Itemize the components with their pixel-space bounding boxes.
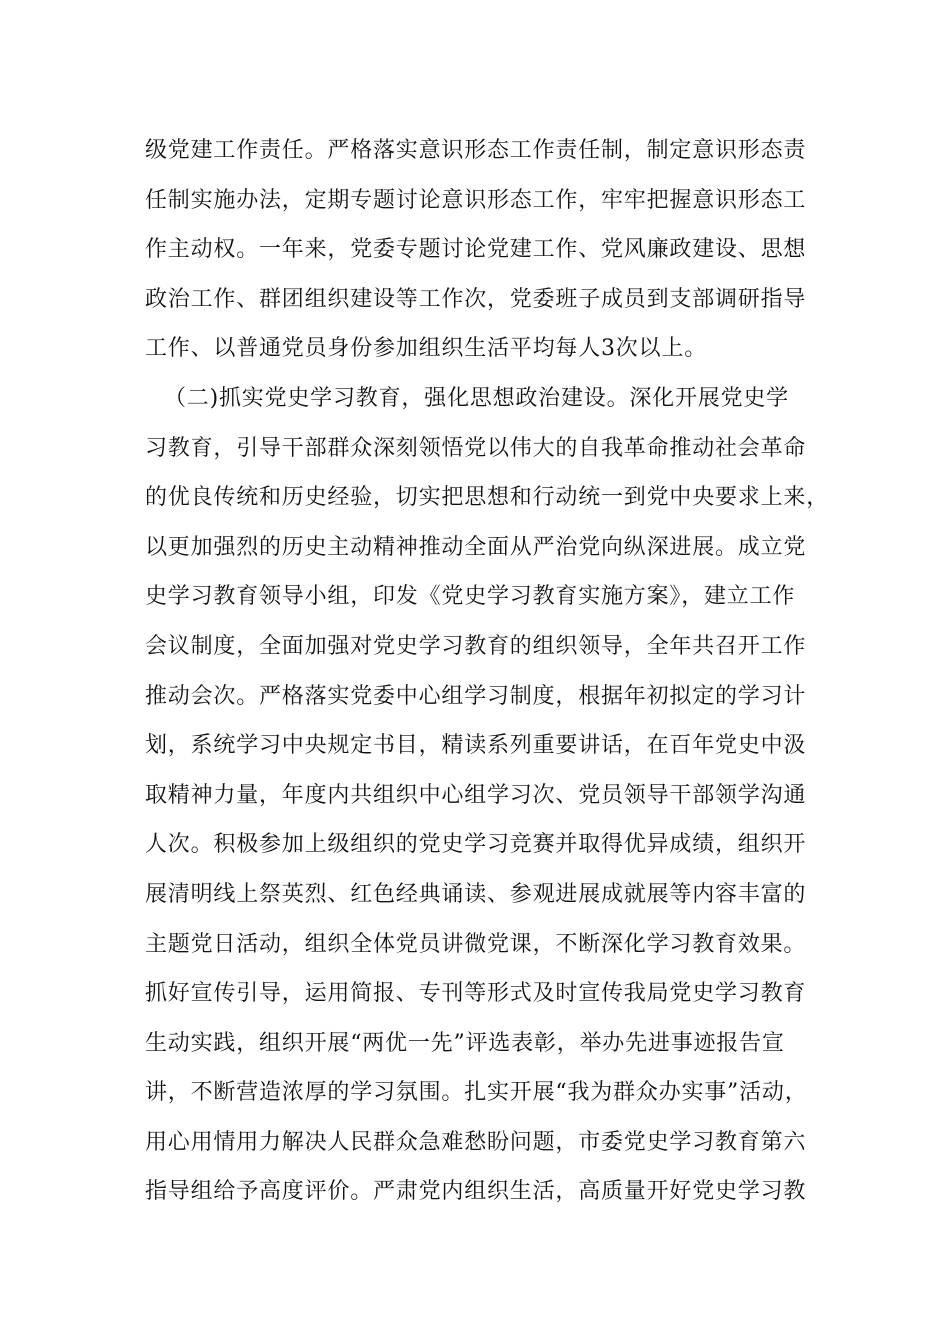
document-body <box>145 126 835 1217</box>
text-line: 作主动权。一年来，党委专题讨论党建工作、党风廉政建设、思想 <box>145 237 807 263</box>
paragraph-start-line: （二)抓实党史学习教育，强化思想政治建设。深化开展党史学 <box>164 385 789 411</box>
text-line: 工作、以普通党员身份参加组织生活平均每人3次以上。 <box>145 336 707 362</box>
text-line: 的优良传统和历史经验，切实把思想和行动统一到党中央要求上来， <box>145 485 830 511</box>
text-line: 推动会次。严格落实党委中心组学习制度，根据年初拟定的学习计 <box>145 683 807 709</box>
text-line: 抓好宣传引导，运用简报、专刊等形式及时宣传我局党史学习教育 <box>145 981 807 1007</box>
text-line: 取精神力量，年度内共组织中心组学习次、党员领导干部领学沟通 <box>145 782 807 808</box>
text-line: 级党建工作责任。严格落实意识形态工作责任制，制定意识形态责 <box>145 138 807 163</box>
text-line: 划，系统学习中央规定书目，精读系列重要讲话，在百年党史中汲 <box>145 733 807 759</box>
text-line: 生动实践，组织开展“两优一先”评选表彰，举办先进事迹报告宣 <box>145 1030 785 1056</box>
text-line: 指导组给予高度评价。严肃党内组织生活，高质量开好党史学习教 <box>145 1179 807 1205</box>
text-line: 史学习教育领导小组，印发《党史学习教育实施方案》，建立工作 <box>145 584 796 610</box>
text-line: 习教育，引导干部群众深刻领悟党以伟大的自我革命推动社会革命 <box>145 435 807 461</box>
text-line: 会议制度，全面加强对党史学习教育的组织领导，全年共召开工作 <box>145 633 807 659</box>
text-line: 主题党日活动，组织全体党员讲微党课，不断深化学习教育效果。 <box>145 931 807 957</box>
text-line: 用心用情用力解决人民群众急难愁盼问题，市委党史学习教育第六 <box>145 1129 807 1155</box>
text-line: 政治工作、群团组织建设等工作次，党委班子成员到支部调研指导 <box>145 286 807 312</box>
text-line: 讲，不断营造浓厚的学习氛围。扎实开展“我为群众办实事”活动， <box>145 1080 808 1106</box>
text-line: 任制实施办法，定期专题讨论意识形态工作，牢牢把握意识形态工 <box>145 187 807 213</box>
text-line: 人次。积极参加上级组织的党史学习竞赛并取得优异成绩，组织开 <box>145 832 807 858</box>
text-line: 以更加强烈的历史主动精神推动全面从严治党向纵深进展。成立党 <box>145 534 807 560</box>
text-line: 展清明线上祭英烈、红色经典诵读、参观进展成就展等内容丰富的 <box>145 881 807 907</box>
